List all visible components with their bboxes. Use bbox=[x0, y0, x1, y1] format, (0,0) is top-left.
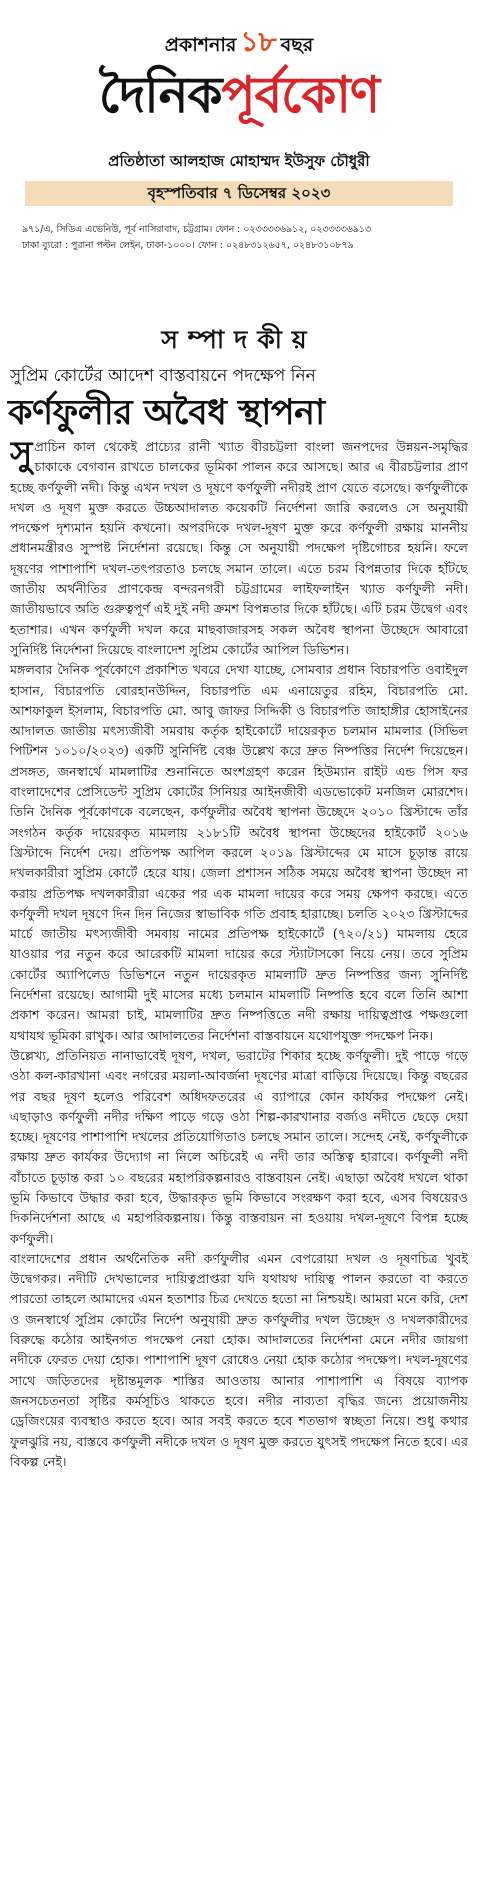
address-block bbox=[22, 222, 462, 254]
date-band: বৃহস্পতিবার ৭ ডিসেম্বর ২০২৩ bbox=[25, 181, 453, 206]
paragraph-4: বাংলাদেশের প্রধান অর্থনৈতিক নদী কর্ণফুলীর এমন বেপরোয়া দখল ও দূষণচিত্র খুবই উদ্বেগকর। নদীটি দেখভালের দায়িত্বপ্রাপ্তরা যদি যথাযথ দায়িত্ব পালন করতো বা করতে পারতো তাহলে আমাদের এমন হতাশার চিত্র দেখতে হতো না নিশ্চয়ই। আমরা মনে করি, দেশ ও জনস্বার্থে সুপ্রিম কোর্টের নির্দেশ অনুযায়ী দ্রুত কর্ণফুলীর দখল উচ্ছেদ ও দখলকারীদের বিরুদ্ধে কঠোর আইনগত পদক্ষেপ নেয়া হোক। আদালতের নির্দেশনা মেনে নদীর জায়গা নদীকে ফেরত দেয়া হোক। পাশাপাশি দূষণ রোধেও নেয়া হোক কঠোর পদক্ষেপ। দখল-দূষণের সাথে জড়িতদের দৃষ্টান্তমূলক শাস্তির আওতায় আনার পাশাপাশি এ বিষয়ে ব্যাপক জনসচেতনতা সৃষ্টির কর্মসূচিও থাকতে হবে। নদীর নাব্যতা বৃদ্ধির জন্যে প্রয়োজনীয় ড্রেজিংয়ের ব্যবস্থাও করতে হবে। আর সবই করতে হবে শতভাগ স্বচ্ছতা নিয়ে। শুধু কথার ফুলঝুরি নয়, বাস্তবে কর্ণফুলী নদীকে দখল ও দূষণ মুক্ত করতে যুৎসই পদক্ষেপ নিতে হবে। এর বিকল্প নেই। bbox=[10, 1250, 468, 1469]
founder-line: প্রতিষ্ঠাতা আলহাজ মোহাম্মদ ইউসুফ চৌধুরী bbox=[108, 152, 370, 170]
anniversary-prefix: প্রকাশনার bbox=[164, 34, 237, 56]
editorial-body bbox=[10, 437, 468, 1882]
anniversary-suffix: বছর bbox=[280, 34, 314, 56]
masthead bbox=[0, 0, 478, 251]
logo-part-purbokon: পূর্বকোণ bbox=[221, 66, 380, 124]
section-label: সম্পাদকীয় bbox=[161, 325, 317, 354]
editorial-subhead: সুপ্রিম কোর্টের আদেশ বাস্তবায়নে পদক্ষেপ নিন bbox=[10, 366, 316, 386]
paragraph-1-text: প্রাচিন কাল থেকেই প্রাচ্যের রানী খ্যাত বীরচট্টলা বাংলা জনপদের উন্নয়ন-সমৃদ্ধির চাকাকে বেগবান রাখতে চালকের ভূমিকা পালন করে আসছে। আর এ বীরচট্টলার প্রাণ হচ্ছে কর্ণফুলী নদী। কিন্তু এখন দখল ও দূষণে কর্ণফুলী নদীরই প্রাণ যেতে বসেছে। কর্ণফুলীকে দখল ও দূষণ মুক্ত করতে উচ্চআদালত কয়েকটি নির্দেশনা জারি করলেও সে অনুযায়ী পদক্ষেপ দৃশ্যমান হয়নি কখনো। অপরদিকে দখল-দূষণ মুক্ত করে কর্ণফুলী রক্ষায় মাননীয় প্রধানমন্ত্রীরও সুস্পষ্ট নির্দেশনা রয়েছে। কিন্তু সে অনুযায়ী পদক্ষেপ দৃষ্টিগোচর হয়নি। ফলে দূষণের পাশাপাশি দখল-তৎপরতাও চলছে সমান তালে। এতে চরম বিপন্নতার দিকে হাঁটছে জাতীয় অর্থনীতির প্রাণকেন্দ্র বন্দরনগরী চট্টগ্রামের লাইফলাইন খ্যাত কর্ণফুলী নদী। জাতীয়ভাবে অতি গুরুত্বপূর্ণ এই দুই নদী ক্রমশ বিপন্নতার দিকে হাঁটছে। এটি চরম উদ্বেগ এবং হতাশার। এখন কর্ণফুলী দখল করে মাছবাজারসহ সকল অবৈধ স্থাপনা উচ্ছেদে আবারো সুনির্দিষ্ট নির্দেশনা দিয়েছে বাংলাদেশ সুপ্রিম কোর্টের আপিল ডিভিশন। bbox=[10, 439, 468, 657]
address-line-dhaka: ঢাকা ব্যুরো : পুরানা পল্টন লেইন, ঢাকা-১০০০। ফোন : ০২৪৮৩১২৬৫৭, ০২৪৮৩১০৮৭৯ bbox=[22, 240, 354, 251]
editorial-headline: কর্ণফুলীর অবৈধ স্থাপনা bbox=[8, 393, 325, 433]
newspaper-logo bbox=[0, 60, 478, 130]
address-line-chattogram: ৯৭১/এ, সিডিএ এভেনিউ, পূর্ব নাসিরাবাদ, চট্টগ্রাম। ফোন : ০২৩৩৩৩৬৯১২, ০২৩৩৩৩৬৯১৩ bbox=[22, 224, 372, 235]
paragraph-3: উল্লেখ্য, প্রতিনিয়ত নানাভাবেই দূষণ, দখল, ভরাটের শিকার হচ্ছে কর্ণফুলী। দুই পাড়ে গড়ে ওঠা কল-কারখানা এবং নগরের ময়লা-আবর্জনা দূষণের মাত্রা বাড়িয়ে দিয়েছে। কিন্তু বছরের পর বছর দূষণ হলেও পরিবেশ অধিদফতরের এ ব্যাপারে কোন কার্যকর পদক্ষেপ নেই। এছাড়াও কর্ণফুলী নদীর দক্ষিণ পাড়ে গড়ে ওঠা শিল্প-কারখানার বর্জ্যও নদীতে ছেড়ে দেয়া হচ্ছে। দূষণের পাশাপাশি দখলের প্রতিযোগিতাও চলছে সমান তালে। সন্দেহ নেই, কর্ণফুলীকে রক্ষায় দ্রুত কার্যকর উদ্যোগ না নিলে অচিরেই এ নদী তার অস্তিত্ব হারাবে। কর্ণফুলী নদী বাঁচাতে চূড়ান্ত করা ১০ বছরের মহাপরিকল্পনারও বাস্তবায়ন নেই। এছাড়া অবৈধ দখলে থাকা ভূমি কিভাবে উদ্ধার করা হবে, উদ্ধারকৃত ভূমি কিভাবে সংরক্ষণ করা হবে, এসব বিষয়েরও দিকনির্দেশনা আছে এ মহাপরিকল্পনায়। কিন্তু বাস্তবায়ন না হওয়ায় দখল-দূষণে বিপন্ন হচ্ছে কর্ণফুলী। bbox=[10, 1047, 468, 1246]
paragraph-2: মঙ্গলবার দৈনিক পূর্বকোণে প্রকাশিত খবরে দেখা যাচ্ছে, সোমবার প্রধান বিচারপতি ওবাইদুল হাসান, বিচারপতি বোরহানউদ্দিন, বিচারপতি এম এনায়েতুর রহিম, বিচারপতি মো. আশফাকুল ইসলাম, বিচারপতি মো. আবু জাফর সিদ্দিকী ও বিচারপতি জাহাঙ্গীর হোসাইনের আদালত জাতীয় মৎস্যজীবী সমবায় কর্তৃক হাইকোর্টে দায়েরকৃত চলমান মামলার (সিভিল পিটিশন ১০১০/২০২৩) একটি সুনির্দিষ্ট বেঞ্চ উল্লেখ করে দ্রুত নিষ্পত্তির নির্দেশ দিয়েছেন। প্রসঙ্গত, জনস্বার্থে মামলাটির শুনানিতে অংশগ্রহণ করেন হিউম্যান রাইট এন্ড পিস ফর বাংলাদেশের প্রেসিডেন্ট সুপ্রিম কোর্টের সিনিয়র আইনজীবী এডভোকেট মনজিল মোরশেদ। তিনি দৈনিক পূর্বকোণকে বলেছেন, কর্ণফুলীর অবৈধ স্থাপনা উচ্ছেদে ২০১০ খ্রিস্টাব্দে তাঁর সংগঠন কর্তৃক দায়েরকৃত মামলায় ২১৮১টি অবৈধ স্থাপনা উচ্ছেদের হাইকোর্ট ২০১৬ খ্রিস্টাব্দে নির্দেশ দেয়। প্রতিপক্ষ আপিল করলে ২০১৯ খ্রিস্টাব্দের মে মাসে চূড়ান্ত রায়ে দখলকারীরা সুপ্রিম কোর্টে হেরে যায়। জেলা প্রশাসন সঠিক সময়ে অবৈধ স্থাপনা উচ্ছেদ না করায় প্রতিপক্ষ দখলকারীরা একের পর এক মামলা দায়ের করে সময় ক্ষেপণ করছে। এতে কর্ণফুলী দখল দূষণে দিন দিন নিজের স্বাভাবিক গতি প্রবাহ হারাচ্ছে। চলতি ২০২৩ খ্রিস্টাব্দের মার্চে জাতীয় মৎস্যজীবী সমবায় নামের প্রতিপক্ষ হাইকোর্টে (৭২০/২১) মামলায় হেরে যাওয়ার পর নতুন করে আরেকটি মামলা দায়ের করে স্ট্যাটাসকো নিয়ে নেয়। তবে সুপ্রিম কোর্টের অ্যাপিলেড ডিভিশনে নতুন দায়েরকৃত মামলাটি দ্রুত নিষ্পত্তির জন্য সুনির্দিষ্ট নির্দেশনা রয়েছে। আগামী দুই মাসের মধ্যে চলমান মামলাটি নিষ্পত্তি হবে বলে তিনি আশা প্রকাশ করেন। আমরা চাই, মামলাটির দ্রুত নিষ্পত্তিতে নদী রক্ষায় দায়িত্বপ্রাপ্ত পক্ষগুলো যথাযথ ভূমিকা রাখুক। আর আদালতের নির্দেশনা বাস্তবায়নে যথোপযুক্ত পদক্ষেপ নিক। bbox=[10, 662, 468, 1043]
drop-cap: সু bbox=[10, 437, 33, 474]
logo-part-dainik: দৈনিক bbox=[98, 66, 222, 124]
anniversary-number: ১৮ bbox=[240, 25, 277, 58]
paragraph-1 bbox=[10, 437, 468, 660]
